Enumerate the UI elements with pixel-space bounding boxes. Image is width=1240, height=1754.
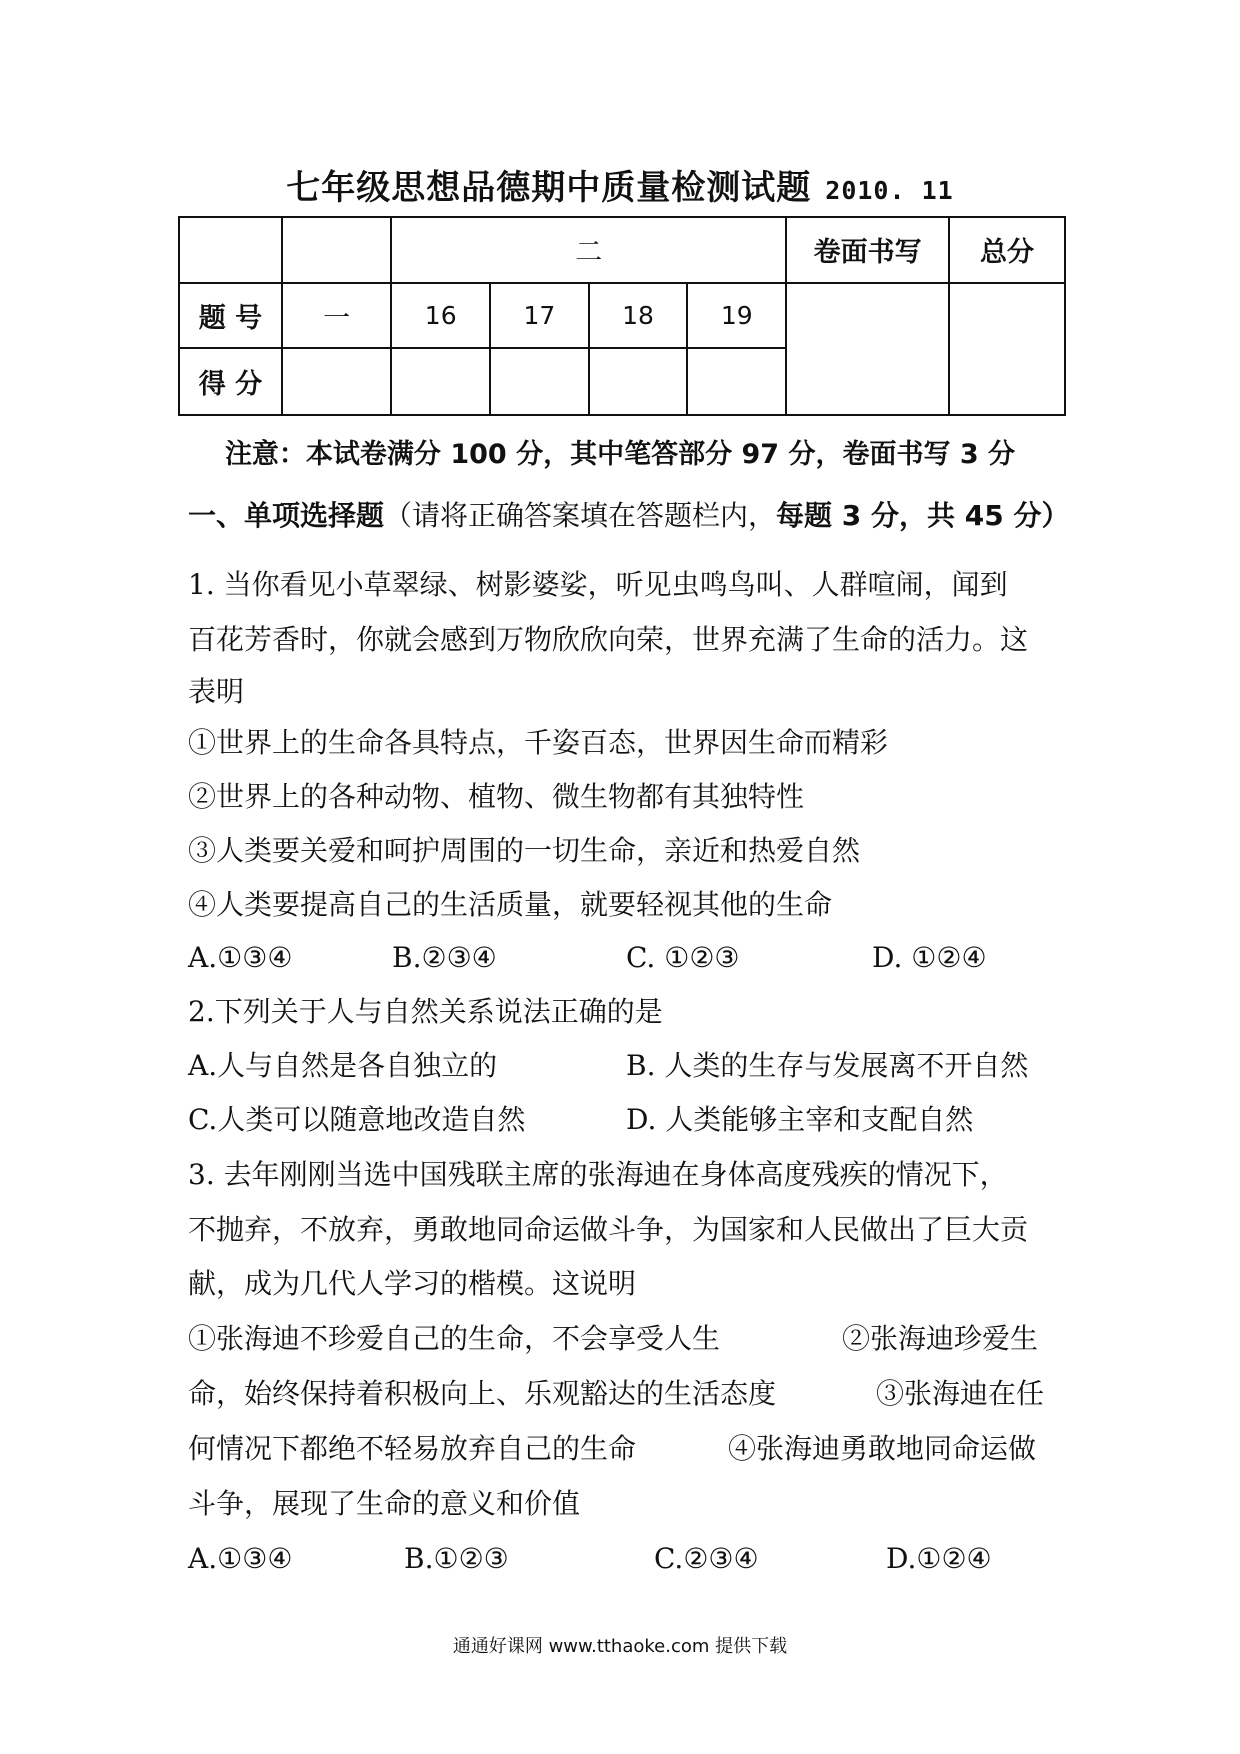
question-19-header: 19 [687, 283, 786, 349]
section-one-heading [188, 494, 1069, 534]
question-16-header: 16 [391, 283, 490, 349]
section-one-score-cell [282, 348, 391, 415]
q1-stem-line-1: 1. 当你看见小草翠绿、树影婆娑，听见虫鸣鸟叫、人群喧闹，闻到 [188, 568, 1008, 601]
question-18-score-cell [589, 348, 688, 415]
q1-option-a: A.①③④ [188, 941, 293, 974]
q3-statement-2-end: 命，始终保持着积极向上、乐观豁达的生活态度 [188, 1377, 777, 1410]
q3-statement-2-start: ②张海迪珍爱生 [842, 1322, 1039, 1355]
score-table [178, 216, 1066, 416]
question-17-header: 17 [490, 283, 589, 349]
question-17-score-cell [490, 348, 589, 415]
q3-stem-line-2: 不抛弃，不放弃，勇敢地同命运做斗争，为国家和人民做出了巨大贡 [188, 1213, 1029, 1246]
q1-statement-1: ①世界上的生命各具特点，千姿百态，世界因生命而精彩 [188, 726, 889, 759]
q3-option-d: D.①②④ [886, 1542, 992, 1575]
q2-option-b: B. 人类的生存与发展离不开自然 [626, 1049, 1029, 1082]
section-one-title: 一、单项选择题 [188, 499, 385, 532]
q1-stem-line-2: 百花芳香时，你就会感到万物欣欣向荣，世界充满了生命的活力。这 [188, 623, 1029, 656]
q1-statement-2: ②世界上的各种动物、植物、微生物都有其独特性 [188, 780, 805, 813]
section-two-header: 二 [391, 217, 786, 283]
q3-option-b: B.①②③ [404, 1542, 509, 1575]
table-blank-cell [282, 217, 391, 283]
q2-stem: 2.下列关于人与自然关系说法正确的是 [188, 995, 663, 1028]
q2-option-a: A.人与自然是各自独立的 [188, 1049, 498, 1082]
q3-option-c: C.②③④ [654, 1542, 759, 1575]
q1-stem-line-3: 表明 [188, 675, 245, 708]
total-score-cell [949, 283, 1065, 415]
title-text: 七年级思想品德期中质量检测试题 [286, 168, 812, 208]
q1-option-c: C. ①②③ [626, 941, 740, 974]
page-footer: 通通好课网 www.tthaoke.com 提供下载 [452, 1636, 788, 1657]
q3-statement-1: ①张海迪不珍爱自己的生命，不会享受人生 [188, 1322, 721, 1355]
table-corner-cell [179, 217, 282, 283]
q3-statement-3-start: ③张海迪在任 [876, 1377, 1045, 1410]
page-title [0, 160, 1240, 209]
section-one-header: 一 [282, 283, 391, 349]
score-label: 得 分 [179, 348, 282, 415]
q2-option-d: D. 人类能够主宰和支配自然 [626, 1103, 974, 1136]
q1-option-b: B.②③④ [392, 941, 497, 974]
q1-statement-4: ④人类要提高自己的生活质量，就要轻视其他的生命 [188, 888, 833, 921]
q3-stem-line-3: 献，成为几代人学习的楷模。这说明 [188, 1267, 637, 1300]
q3-statement-4-start: ④张海迪勇敢地同命运做 [728, 1432, 1037, 1465]
exam-notice: 注意：本试卷满分 100 分，其中笔答部分 97 分，卷面书写 3 分 [224, 439, 1016, 470]
q3-stem-line-1: 3. 去年刚刚当选中国残联主席的张海迪在身体高度残疾的情况下， [188, 1158, 1008, 1191]
q2-option-c: C.人类可以随意地改造自然 [188, 1103, 526, 1136]
q3-statement-3-end: 何情况下都绝不轻易放弃自己的生命 [188, 1432, 637, 1465]
q3-statement-4-end: 斗争，展现了生命的意义和价值 [188, 1487, 581, 1520]
exam-date: 2010. 11 [825, 176, 954, 205]
q3-option-a: A.①③④ [188, 1542, 293, 1575]
question-number-label: 题 号 [179, 283, 282, 349]
handwriting-score-cell [786, 283, 949, 415]
q1-statement-3: ③人类要关爱和呵护周围的一切生命，亲近和热爱自然 [188, 834, 861, 867]
question-18-header: 18 [589, 283, 688, 349]
section-one-points: 每题 3 分，共 45 分） [776, 499, 1070, 532]
question-19-score-cell [687, 348, 786, 415]
question-16-score-cell [391, 348, 490, 415]
section-one-instruction: （请将正确答案填在答题栏内， [384, 499, 777, 532]
q1-option-d: D. ①②④ [872, 941, 987, 974]
handwriting-header: 卷面书写 [786, 217, 949, 283]
total-header: 总分 [949, 217, 1065, 283]
